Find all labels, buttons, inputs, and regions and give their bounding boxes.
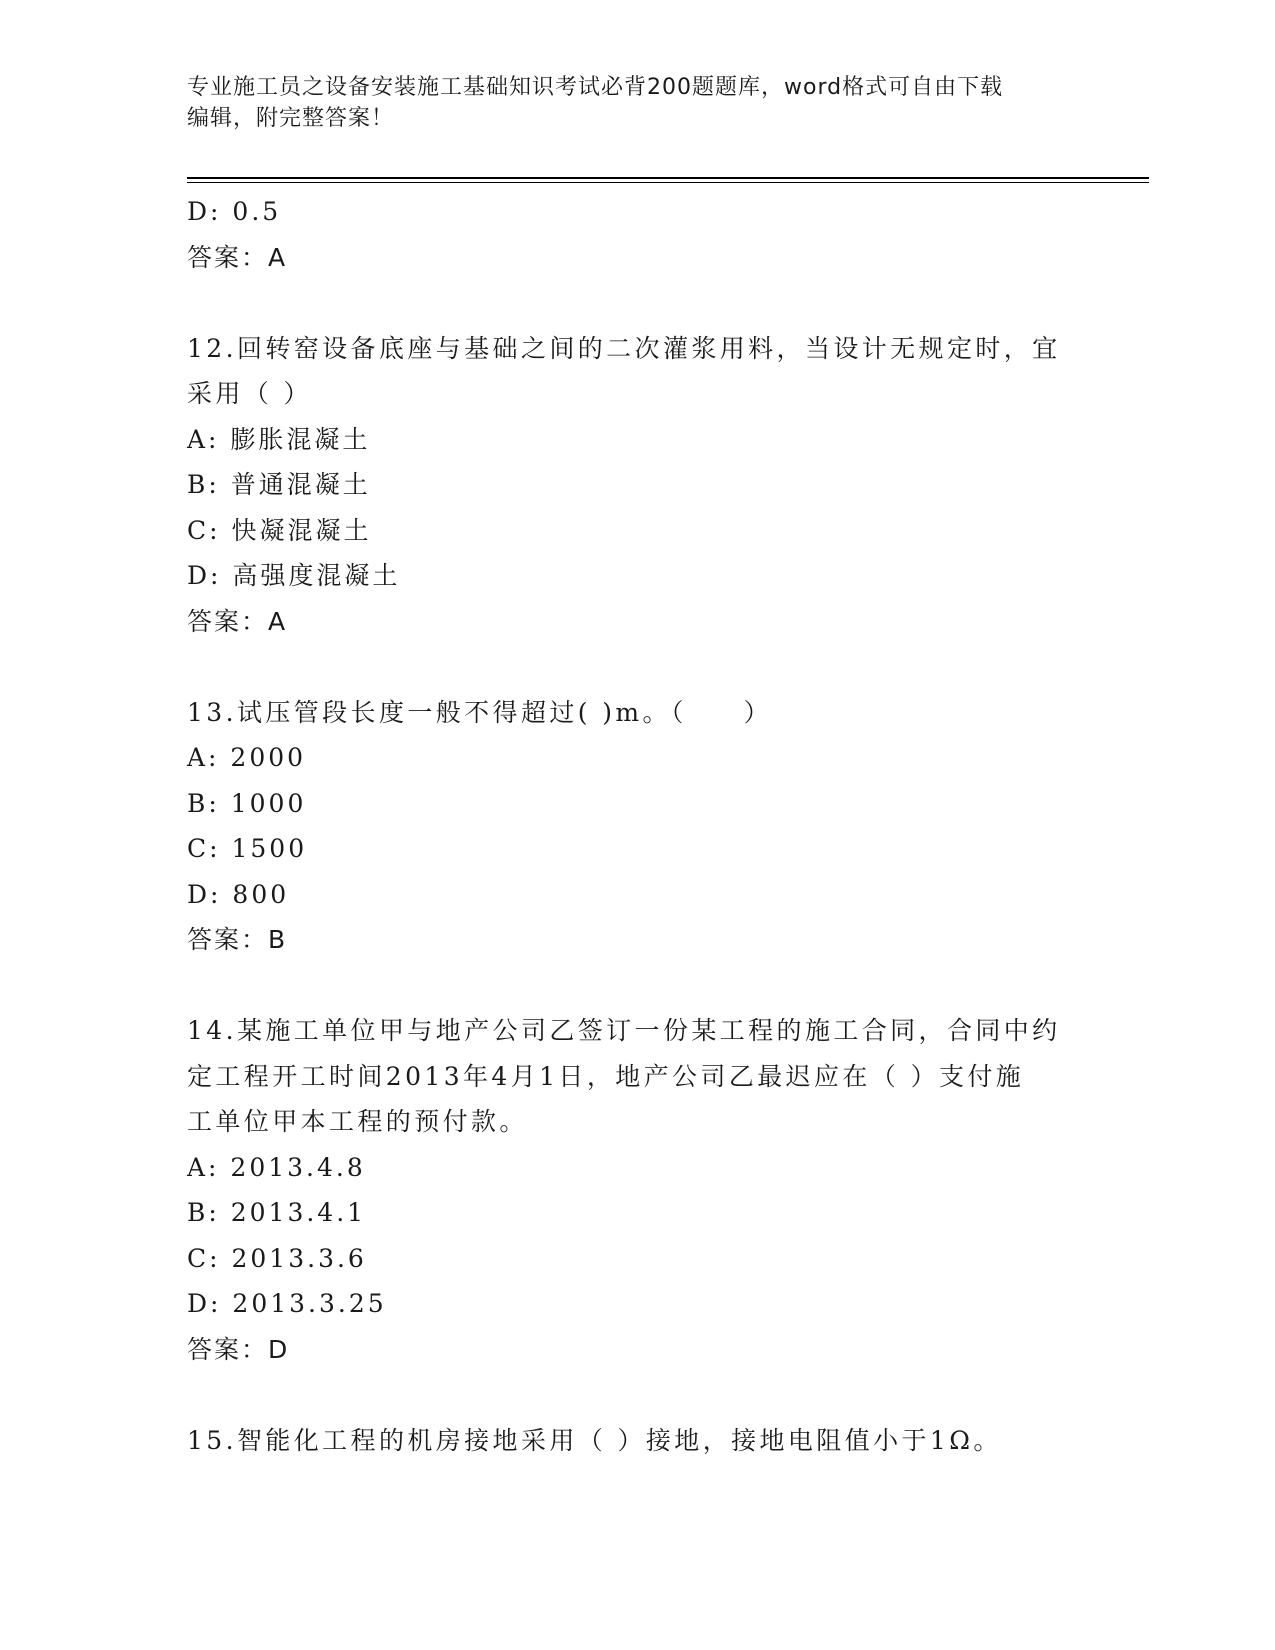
- question-12-text-line-2: 采用（ ）: [187, 379, 312, 408]
- question-14-text-line-3: 工单位甲本工程的预付款。: [187, 1107, 528, 1136]
- question-14-text-line-1: 14.某施工单位甲与地产公司乙签订一份某工程的施工合同，合同中约: [187, 1016, 1061, 1045]
- question-12-option-a: A: 膨胀混凝土: [187, 424, 371, 454]
- header-line-2: 编辑，附完整答案！: [187, 106, 395, 131]
- question-12-option-b: B: 普通混凝土: [187, 470, 371, 499]
- header-divider-thin: [187, 182, 1149, 183]
- question-list: [187, 189, 1087, 1463]
- question-12-option-d: D: 高强度混凝土: [187, 561, 401, 590]
- question-13-option-c: C: 1500: [187, 834, 308, 863]
- question-12-option-c: C: 快凝混凝土: [187, 515, 372, 545]
- question-12-text-line-1: 12.回转窑设备底座与基础之间的二次灌浆用料，当设计无规定时，宜: [187, 333, 1061, 363]
- question-14-option-d: D: 2013.3.25: [187, 1289, 387, 1318]
- question-12-answer: 答案：A: [187, 606, 288, 636]
- question-13-option-a: A: 2000: [187, 743, 307, 772]
- question-14-option-c: C: 2013.3.6: [187, 1243, 367, 1273]
- spacer: [187, 280, 1087, 326]
- question-13-text-line-1: 13.试压管段长度一般不得超过( )m。（ ）: [187, 697, 773, 727]
- question-14-answer: 答案：D: [187, 1334, 290, 1364]
- header-line-1: 专业施工员之设备安装施工基础知识考试必背200题题库，word格式可自由下载: [187, 75, 1004, 100]
- question-13-option-b: B: 1000: [187, 788, 307, 818]
- spacer: [187, 1372, 1087, 1418]
- question-13-option-d: D: 800: [187, 879, 290, 909]
- spacer: [187, 644, 1087, 690]
- question-14-text-line-2: 定工程开工时间2013年4月1日，地产公司乙最迟应在（ ）支付施: [187, 1061, 1025, 1091]
- question-15-text-line-1: 15.智能化工程的机房接地采用（ ）接地，接地电阻值小于1Ω。: [187, 1425, 1002, 1455]
- question-15: [187, 1418, 1087, 1464]
- question-13: [187, 690, 1087, 963]
- question-14: [187, 1008, 1087, 1372]
- document-header: [187, 72, 1067, 134]
- question-13-answer: 答案：B: [187, 925, 288, 954]
- prev-option-d: D: 0.5: [187, 197, 282, 226]
- question-14-option-b: B: 2013.4.1: [187, 1198, 367, 1227]
- spacer: [187, 963, 1087, 1009]
- prev-answer: 答案：A: [187, 242, 288, 272]
- question-14-option-a: A: 2013.4.8: [187, 1152, 366, 1182]
- question-12: [187, 326, 1087, 645]
- header-divider-thick: [187, 177, 1149, 179]
